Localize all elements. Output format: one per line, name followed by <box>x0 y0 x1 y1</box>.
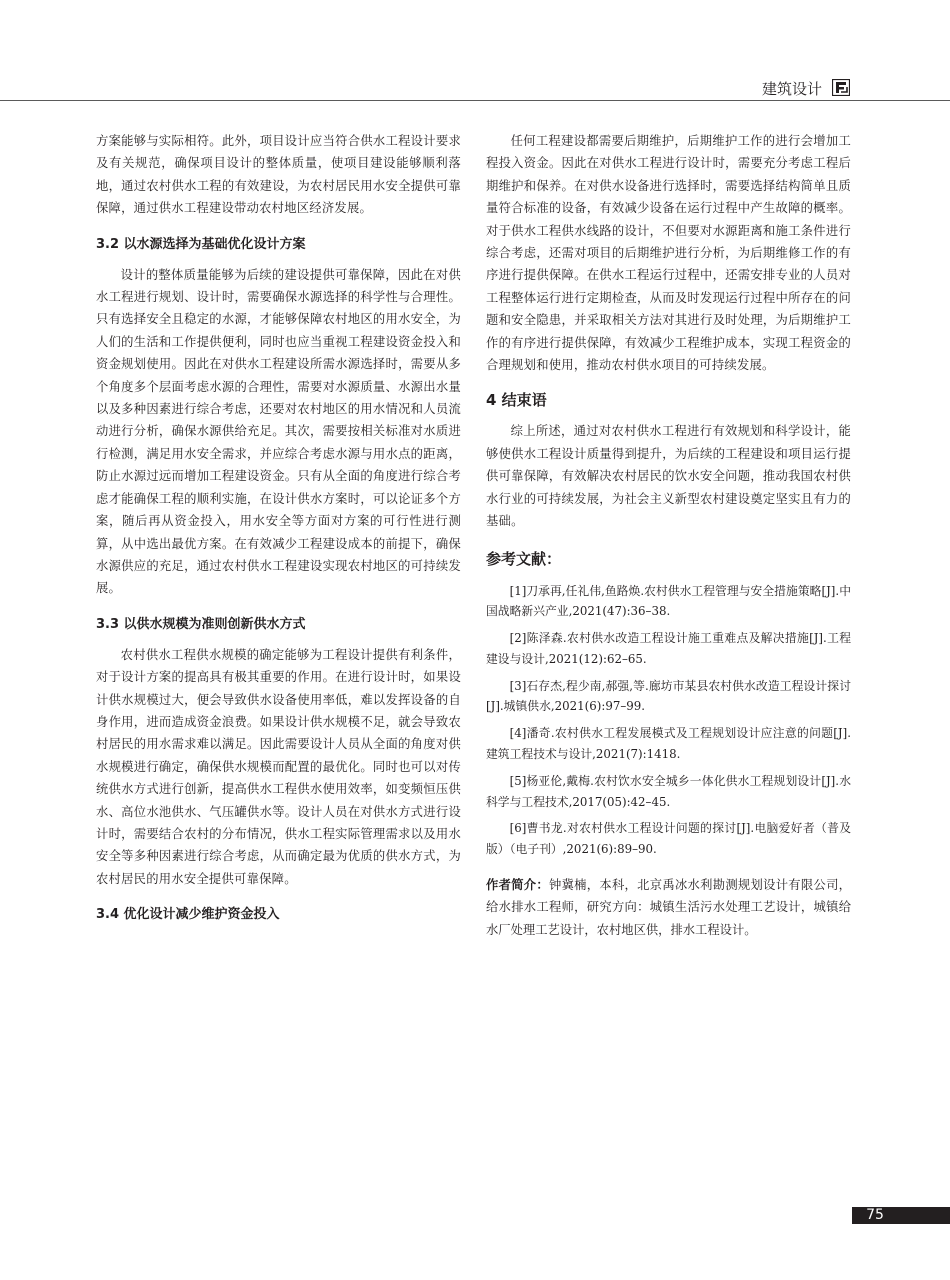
section-3-2-heading: 3.2 以水源选择为基础优化设计方案 <box>96 236 306 252</box>
intro-paragraph: 方案能够与实际相符。此外，项目设计应当符合供水工程设计要求及有关规范，确保项目设计的整体质量，使项目建设能够顺利落地，通过农村供水工程的有效建设，为农村居民用水安全提供可靠保障，通过供水工程建设带动农村地区经济发展。 <box>96 134 461 216</box>
right-column <box>486 130 851 941</box>
header-rule <box>0 100 950 101</box>
left-column <box>96 130 461 934</box>
reference-item: [2]陈泽森.农村供水改造工程设计施工重难点及解决措施[J].工程建设与设计,2021(12):62–65. <box>486 631 851 666</box>
page-number-box <box>852 1207 950 1224</box>
section-3-3-paragraph: 农村供水工程供水规模的确定能够为工程设计提供有利条件，对于设计方案的提高具有极其重要的作用。在进行设计时，如果设计供水规模过大，便会导致供水设备使用率低，难以发挥设备的自身作用，进而造成资金浪费。如果设计供水规模不足，就会导致农村居民的用水需求难以满足。因此需要设计人员从全面的角度对供水规模进行确定，确保供水规模而配置的最优化。同时也可以对传统供水方式进行创新，提高供水工程供水使用效率，如变频恒压供水、高位水池供水、气压罐供水等。设计人员在对供水方式进行设计时，需要结合农村的分布情况，供水工程实际管理需求以及用水安全等多种因素进行综合考虑，从而确定最为优质的供水方式，为农村居民的用水安全提供可靠保障。 <box>96 647 461 886</box>
author-bio-text: 钟冀楠，本科，北京禹冰水利勘测规划设计有限公司，给水排水工程师，研究方向：城镇生活污水处理工艺设计，城镇给水厂处理工艺设计，农村地区供，排水工程设计。 <box>486 878 851 937</box>
section-3-2-paragraph: 设计的整体质量能够为后续的建设提供可靠保障，因此在对供水工程进行规划、设计时，需要确保水源选择的科学性与合理性。只有选择安全且稳定的水源，才能够保障农村地区的用水安全，为人们的生活和工作提供便利，同时也应当重视工程建设资金投入和资金规划使用。因此在对供水工程建设所需水源选择时，需要从多个角度多个层面考虑水源的合理性，需要对水源质量、水源出水量以及多种因素进行综合考虑，还要对农村地区的用水情况和人员流动进行分析，确保水源供给充足。其次，需要按相关标准对水质进行检测，满足用水安全需求，并应综合考虑水源与用水点的距离，防止水源过远而增加工程建设资金。只有从全面的角度进行综合考虑才能确保工程的顺利实施，在设计供水方案时，可以论证多个方案，随后再从资金投入，用水安全等方面对方案的可行性进行测算，从中选出最优方案。在有效减少工程建设成本的前提下，确保水源供应的充足，通过农村供水工程建设实现农村地区的可持续发展。 <box>96 267 461 596</box>
reference-item: [1]刀承再,任礼伟,鱼路焕.农村供水工程管理与安全措施策略[J].中国战略新兴产业,2021(47):36–38. <box>486 583 851 619</box>
author-bio <box>486 874 851 941</box>
reference-list <box>486 581 851 861</box>
reference-item: [3]石存杰,程少南,郝强,等.廊坊市某县农村供水改造工程设计探讨[J].城镇供水,2021(6):97–99. <box>486 678 851 714</box>
journal-section-title: 建筑设计 <box>761 80 822 98</box>
reference-item: [6]曹书龙.对农村供水工程设计问题的探讨[J].电脑爱好者（普及版）（电子刊）,2021(6):89–90. <box>486 821 851 857</box>
section-4-paragraph: 综上所述，通过对农村供水工程进行有效规划和科学设计，能够使供水工程设计质量得到提升，为后续的工程建设和项目运行提供可靠保障，有效解决农村居民的饮水安全问题，推动我国农村供水行业的可持续发展，为社会主义新型农村建设奠定坚实且有力的基础。 <box>486 424 851 529</box>
reference-item: [4]潘奇.农村供水工程发展模式及工程规划设计应注意的问题[J].建筑工程技术与设计,2021(7):1418. <box>486 726 851 762</box>
author-bio-label: 作者简介： <box>486 878 549 893</box>
reference-item: [5]杨亚伦,戴梅.农村饮水安全城乡一体化供水工程规划设计[J].水科学与工程技术,2017(05):42–45. <box>486 773 851 809</box>
page-number: 75 <box>866 1207 884 1223</box>
continuation-paragraph: 任何工程建设都需要后期维护，后期维护工作的进行会增加工程投入资金。因此在对供水工程进行设计时，需要充分考虑工程后期维护和保养。在对供水设备进行选择时，需要选择结构简单且质量符合标准的设备，有效减少设备在运行过程中产生故障的概率。对于供水工程供水线路的设计，不但要对水源距离和施工条件进行综合考虑，还需对项目的后期维护进行分析，为后期维修工作的有序进行提供保障。在供水工程运行过程中，还需安排专业的人员对工程整体运行进行定期检查，从而及时发现运行过程中所存在的问题和安全隐患，并采取相关方法对其进行及时处理，为后期维护工作的有序进行提供保障，有效减少工程维护成本，实现工程资金的合理规划和使用，推动农村供水项目的可持续发展。 <box>486 134 851 373</box>
section-3-3-heading: 3.3 以供水规模为准则创新供水方式 <box>96 616 306 632</box>
journal-logo-icon <box>832 79 850 96</box>
section-4-heading: 4 结束语 <box>486 391 547 410</box>
references-heading: 参考文献： <box>486 549 562 568</box>
section-3-4-heading: 3.4 优化设计减少维护资金投入 <box>96 907 280 923</box>
